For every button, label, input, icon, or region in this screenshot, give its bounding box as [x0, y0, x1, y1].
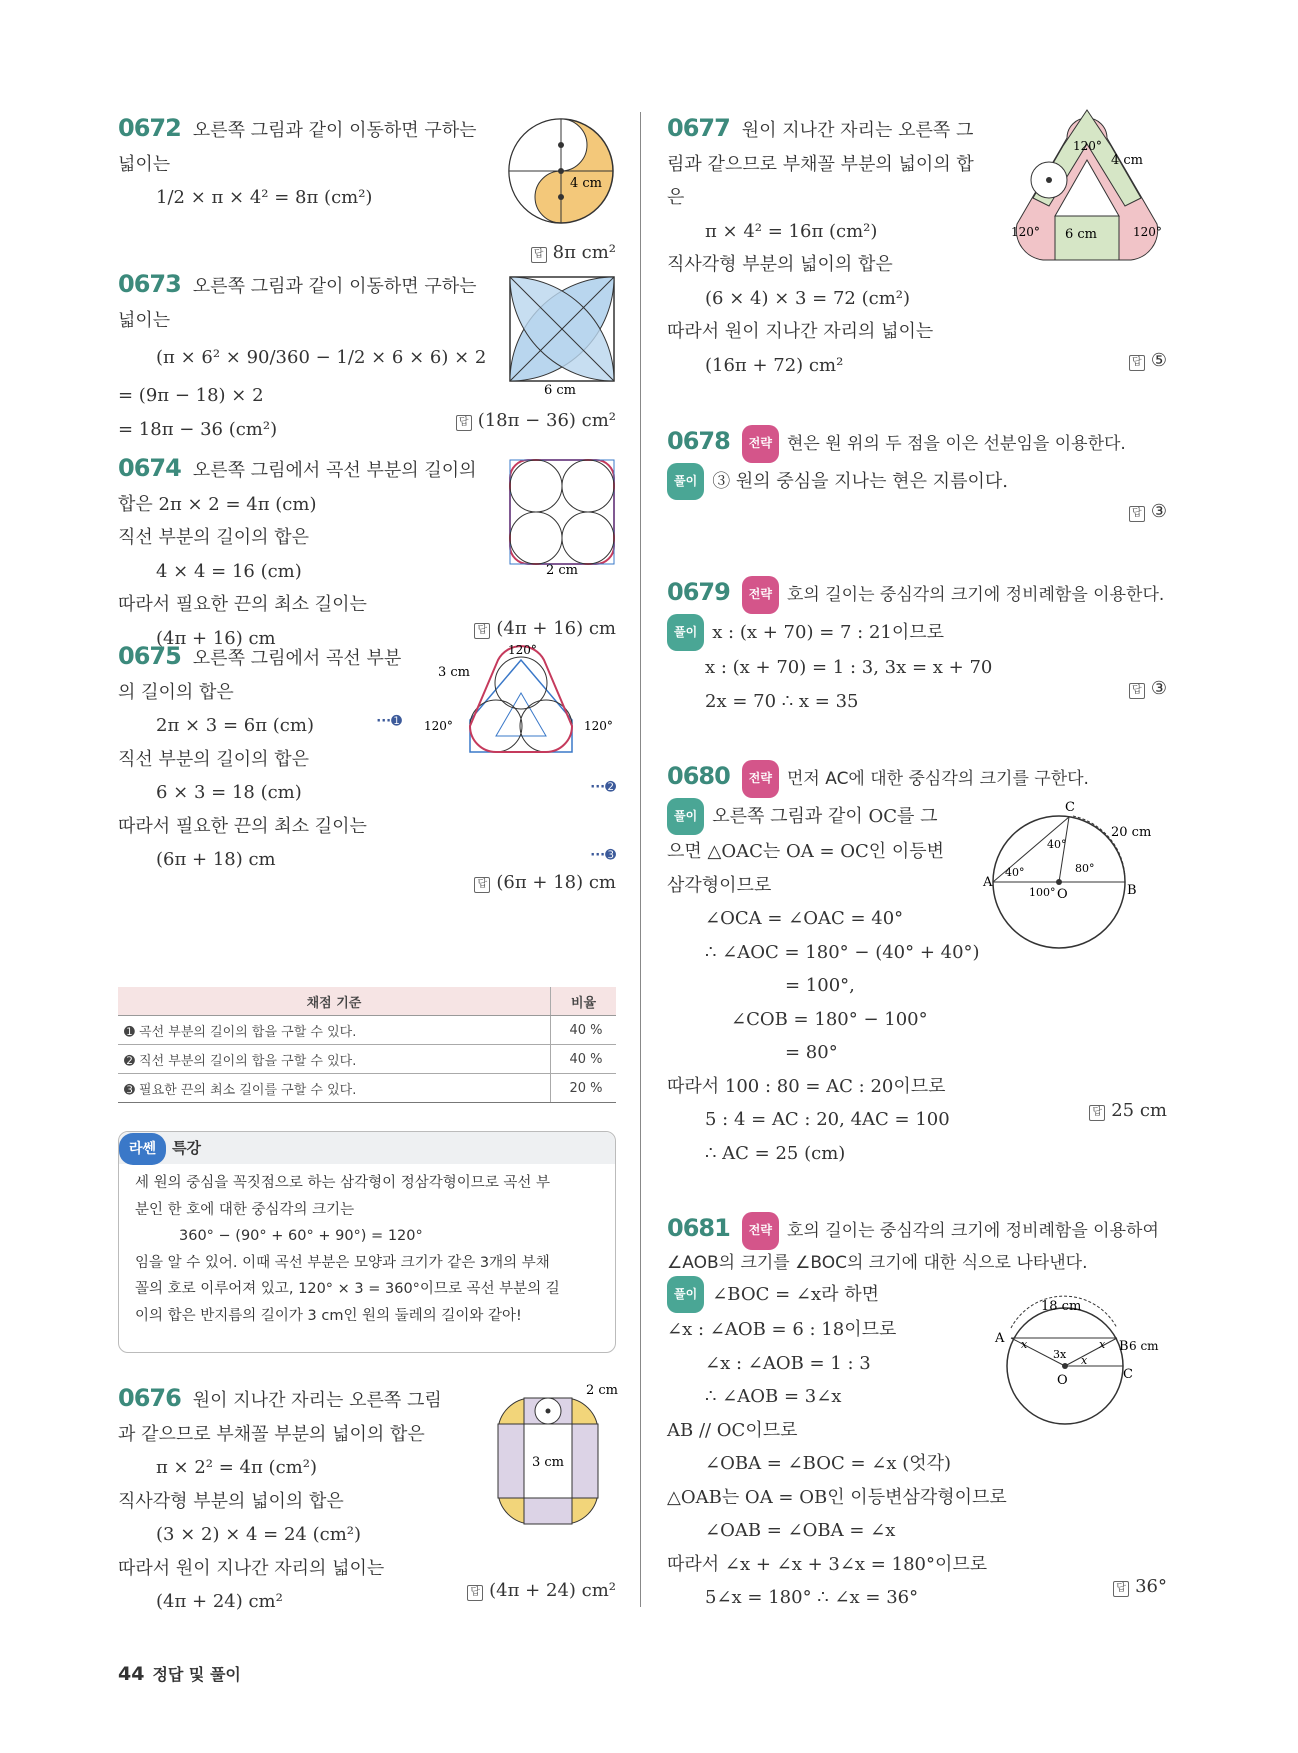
text-line: 원이 지나간 자리는 오른쪽 그림 [192, 1390, 442, 1411]
answer-value: (18π − 36) cm² [477, 410, 616, 431]
problem-number: 0676 [118, 1384, 181, 1412]
equation: 360° − (90° + 60° + 90°) = 120° [179, 1228, 423, 1244]
equation: π × 4² = 16π (cm²) [705, 220, 878, 242]
answer-value: 36° [1135, 1576, 1167, 1597]
figure-label: B [1119, 1339, 1129, 1354]
figure-label: C [1123, 1367, 1133, 1382]
figure-label: 6 cm [1065, 227, 1098, 242]
answer: 답 ③ [1129, 678, 1167, 699]
text-line: 오른쪽 그림에서 곡선 부분 [192, 648, 402, 669]
solution-tag: 풀이 [667, 463, 704, 501]
figure-label: 80° [1075, 862, 1095, 875]
problem-number: 0672 [118, 114, 181, 142]
problem-number: 0678 [667, 427, 730, 455]
equation: (16π + 72) cm² [705, 354, 844, 376]
text-line: ③ 원의 중심을 지나는 현은 지름이다. [712, 470, 1008, 492]
problem-number: 0674 [118, 454, 181, 482]
answer: 답 ③ [1129, 501, 1167, 522]
equation: ∴ ∠AOC = 180° − (40° + 40°) [705, 941, 980, 963]
answer-value: ⑤ [1150, 350, 1167, 371]
problem-0677 [667, 112, 1167, 382]
answer: 답 (18π − 36) cm² [456, 410, 616, 431]
criteria-pct: 40 % [551, 1016, 617, 1045]
equation: (3 × 2) × 4 = 24 (cm²) [156, 1524, 362, 1545]
special-header [119, 1132, 615, 1164]
equation: ∠OCA = ∠OAC = 40° [705, 908, 904, 929]
equation: ∴ AC = 25 (cm) [705, 1142, 846, 1164]
equation: = 18π − 36 (cm²) [118, 418, 278, 440]
strategy-tag: 전략 [742, 760, 779, 798]
text-line: 따라서 원이 지나간 자리의 넓이는 [667, 321, 934, 342]
figure-label: 40° [1047, 838, 1067, 851]
criteria-text: ➊ 곡선 부분의 길이의 합을 구할 수 있다. [118, 1016, 551, 1045]
equation: 5∠x = 180° ∴ ∠x = 36° [705, 1587, 919, 1608]
equation: (4π + 16) cm [156, 627, 276, 649]
figure-label: A [995, 1331, 1005, 1346]
answer-value: 25 cm [1111, 1100, 1167, 1121]
problem-0679 [667, 576, 1167, 712]
table-row [118, 1045, 616, 1074]
problem-0673 [118, 268, 616, 468]
problem-0678 [667, 425, 1167, 525]
figure-label: 120° [1011, 225, 1040, 239]
answer-value: (6π + 18) cm [496, 872, 616, 893]
equation: x : (x + 70) = 1 : 3, 3x = x + 70 [705, 657, 993, 678]
text-line: 넓이는 [118, 309, 171, 331]
special-body [119, 1164, 615, 1339]
strategy-text: 호의 길이는 중심각의 크기에 정비례함을 이용한다. [786, 585, 1165, 605]
page-footer [118, 1662, 241, 1685]
equation: = (9π − 18) × 2 [118, 385, 264, 406]
answer: 답 36° [1113, 1576, 1167, 1597]
figure-label: 3 cm [438, 665, 471, 680]
figure-label: 3x [1053, 1348, 1067, 1361]
figure-0672 [504, 115, 618, 227]
strategy-text: 먼저 AC에 대한 중심각의 크기를 구한다. [786, 769, 1089, 789]
figure-label: x [1081, 1354, 1088, 1367]
strategy-text: 호의 길이는 중심각의 크기에 정비례함을 이용하여 [786, 1221, 1159, 1241]
solution-tag: 풀이 [667, 614, 704, 652]
equation: = 80° [785, 1042, 838, 1063]
text-line: 직선 부분의 길이의 합은 [118, 527, 310, 548]
text-line: 의 길이의 합은 [118, 681, 234, 703]
answer: 답 (4π + 16) cm [474, 618, 616, 639]
figure-label: B [1127, 883, 1137, 898]
text-line: 오른쪽 그림에서 곡선 부분의 길이의 [192, 460, 477, 481]
figure-label: 6 cm [1129, 1339, 1159, 1353]
figure-label: 100° [1029, 886, 1056, 899]
table-row [118, 1016, 616, 1045]
ratio-header: 비율 [551, 987, 617, 1016]
scoring-criteria-table [118, 987, 616, 1103]
strategy-text: 현은 원 위의 두 점을 이은 선분임을 이용한다. [786, 434, 1126, 454]
step-marker-1: ···➊ [376, 714, 402, 729]
problem-0680 [667, 760, 1167, 1164]
problem-0674 [118, 452, 616, 672]
answer-value: (4π + 24) cm² [489, 1580, 616, 1601]
equation: 5 : 4 = AC : 20, 4AC = 100 [705, 1109, 950, 1130]
text-line: 직사각형 부분의 넓이의 합은 [118, 1490, 344, 1512]
figure-label: 120° [1073, 139, 1102, 153]
problem-0676 [118, 1382, 619, 1612]
equation: 6 × 3 = 18 (cm) [156, 782, 302, 803]
problem-number: 0680 [667, 762, 730, 790]
text-line: 넓이는 [118, 153, 171, 175]
text-line: 직선 부분의 길이의 합은 [118, 748, 310, 770]
answer: 답 25 cm [1089, 1100, 1167, 1121]
step-marker-2: ···➋ [590, 780, 616, 795]
answer: 답 8π cm² [531, 242, 616, 263]
figure-label: A [983, 875, 993, 890]
text-line: 림과 같으므로 부채꼴 부분의 넓이의 합 [667, 153, 974, 175]
figure-0680 [983, 798, 1167, 954]
criteria-text: ➌ 필요한 끈의 최소 길이를 구할 수 있다. [118, 1074, 551, 1103]
text-line: 따라서 필요한 끈의 최소 길이는 [118, 594, 367, 615]
equation: (6 × 4) × 3 = 72 (cm²) [705, 287, 911, 309]
text-line: 따라서 필요한 끈의 최소 길이는 [118, 815, 367, 837]
brand-badge: 라쎈 [119, 1133, 166, 1165]
text-line: 과 같으므로 부채꼴 부분의 넓이의 합은 [118, 1423, 425, 1445]
problem-number: 0675 [118, 642, 181, 670]
problem-0672 [118, 112, 616, 272]
special-lecture-box [118, 1131, 616, 1353]
equation: 따라서 ∠x + ∠x + 3∠x = 180°이므로 [667, 1553, 988, 1575]
equation: (4π + 24) cm² [156, 1591, 283, 1612]
answer: 답 ⑤ [1129, 350, 1167, 371]
figure-0674 [506, 456, 618, 578]
figure-label: C [1065, 800, 1075, 815]
answer-value: ③ [1150, 678, 1167, 699]
equation: ∠OAB = ∠OBA = ∠x [705, 1520, 896, 1541]
problem-0675 [118, 640, 616, 893]
text-line: 임을 알 수 있어. 이때 곡선 부분은 모양과 크기가 같은 3개의 부채 [135, 1254, 550, 1271]
text-line: 합은 2π × 2 = 4π (cm) [118, 493, 317, 515]
equation: x : (x + 70) = 7 : 21이므로 [712, 621, 945, 643]
special-title: 특강 [172, 1139, 202, 1157]
figure-0677 [1007, 120, 1167, 270]
figure-label: 120° [508, 643, 537, 657]
text-line: 따라서 원이 지나간 자리의 넓이는 [118, 1557, 385, 1579]
figure-0676 [476, 1380, 618, 1530]
figure-0675 [424, 640, 618, 770]
text-line: 삼각형이므로 [667, 874, 772, 896]
table-row [118, 1074, 616, 1103]
problem-0681 [667, 1212, 1167, 1612]
equation: ∠OBA = ∠BOC = ∠x (엇각) [705, 1453, 952, 1474]
figure-label: 4 cm [1111, 153, 1144, 168]
equation: (π × 6² × 90/360 − 1/2 × 6 × 6) × 2 [156, 347, 487, 368]
equation: (6π + 18) cm [156, 849, 276, 870]
text-line: △OAB는 OA = OB인 이등변삼각형이므로 [667, 1486, 1007, 1508]
strategy-tag: 전략 [742, 576, 779, 614]
equation: 따라서 100 : 80 = AC : 20이므로 [667, 1075, 946, 1097]
answer-value: (4π + 16) cm [496, 618, 616, 639]
figure-label: 120° [424, 719, 453, 733]
equation: 2π × 3 = 6π (cm) [156, 715, 314, 736]
strategy-tag: 전략 [742, 1212, 779, 1250]
answer: 답 (4π + 24) cm² [467, 1580, 616, 1601]
figure-label: 20 cm [1111, 825, 1152, 840]
column-divider [640, 112, 641, 1607]
equation: π × 2² = 4π (cm²) [156, 1457, 317, 1478]
figure-label: 40° [1005, 866, 1025, 879]
text-line: 분인 한 호에 대한 중심각의 크기는 [135, 1201, 355, 1218]
equation: 4 × 4 = 16 (cm) [156, 560, 302, 582]
text-line: 오른쪽 그림과 같이 이동하면 구하는 [192, 120, 477, 141]
figure-label: 18 cm [1041, 1299, 1082, 1314]
criteria-header: 채점 기준 [118, 987, 551, 1016]
text-line: 오른쪽 그림과 같이 이동하면 구하는 [192, 276, 477, 297]
answer-value: 8π cm² [552, 242, 616, 263]
text-line: 으면 △OAC는 OA = OC인 이등변 [667, 841, 945, 862]
figure-label: 3 cm [532, 1455, 565, 1470]
footer-title: 정답 및 풀이 [152, 1665, 241, 1684]
criteria-pct: 20 % [551, 1074, 617, 1103]
figure-label: 6 cm [544, 383, 577, 398]
text-line: 원이 지나간 자리는 오른쪽 그 [741, 120, 974, 141]
equation: ∴ ∠AOB = 3∠x [705, 1386, 842, 1407]
strategy-tag: 전략 [742, 425, 779, 463]
figure-label: 120° [1133, 225, 1162, 239]
page-number: 44 [118, 1663, 145, 1685]
equation: AB // OC이므로 [667, 1419, 798, 1441]
problem-number: 0677 [667, 114, 730, 142]
problem-number: 0673 [118, 270, 181, 298]
equation: = 100°, [785, 975, 855, 996]
figure-label: 2 cm [546, 563, 579, 578]
equation: ∠BOC = ∠x라 하면 [712, 1283, 880, 1305]
answer: 답 (6π + 18) cm [474, 872, 616, 893]
figure-label: O [1057, 1373, 1068, 1388]
text-line: 오른쪽 그림과 같이 OC를 그 [712, 805, 938, 827]
answer-value: ③ [1150, 501, 1167, 522]
equation: 1/2 × π × 4² = 8π (cm²) [156, 187, 373, 208]
figure-label: 120° [584, 719, 613, 733]
strategy-text: ∠AOB의 크기를 ∠BOC의 크기에 대한 식으로 나타낸다. [667, 1252, 1088, 1273]
equation: ∠COB = 180° − 100° [731, 1008, 928, 1030]
figure-label: 2 cm [586, 1383, 619, 1398]
criteria-pct: 40 % [551, 1045, 617, 1074]
text-line: 꼴의 호로 이루어져 있고, 120° × 3 = 360°이므로 곡선 부분의 길 [135, 1281, 560, 1297]
equation: ∠x : ∠AOB = 6 : 18이므로 [667, 1319, 897, 1340]
text-line: 이의 합은 반지름의 길이가 3 cm인 원의 둘레의 길이와 같아! [135, 1307, 522, 1324]
figure-0673 [506, 273, 618, 398]
figure-label: x [1099, 1338, 1106, 1351]
problem-number: 0679 [667, 578, 730, 606]
problem-number: 0681 [667, 1214, 730, 1242]
text-line: 세 원의 중심을 꼭짓점으로 하는 삼각형이 정삼각형이므로 곡선 부 [135, 1175, 551, 1191]
equation: ∠x : ∠AOB = 1 : 3 [705, 1352, 871, 1374]
figure-label: 4 cm [570, 176, 603, 191]
figure-label: O [1057, 887, 1068, 902]
solution-tag: 풀이 [667, 798, 704, 836]
text-line: 은 [667, 187, 685, 208]
figure-label: x [1021, 1338, 1028, 1351]
figure-0681 [987, 1288, 1167, 1428]
text-line: 직사각형 부분의 넓이의 합은 [667, 254, 893, 275]
equation: 2x = 70 ∴ x = 35 [705, 690, 859, 712]
criteria-text: ➋ 직선 부분의 길이의 합을 구할 수 있다. [118, 1045, 551, 1074]
solution-tag: 풀이 [667, 1276, 704, 1314]
step-marker-3: ···➌ [590, 848, 616, 863]
